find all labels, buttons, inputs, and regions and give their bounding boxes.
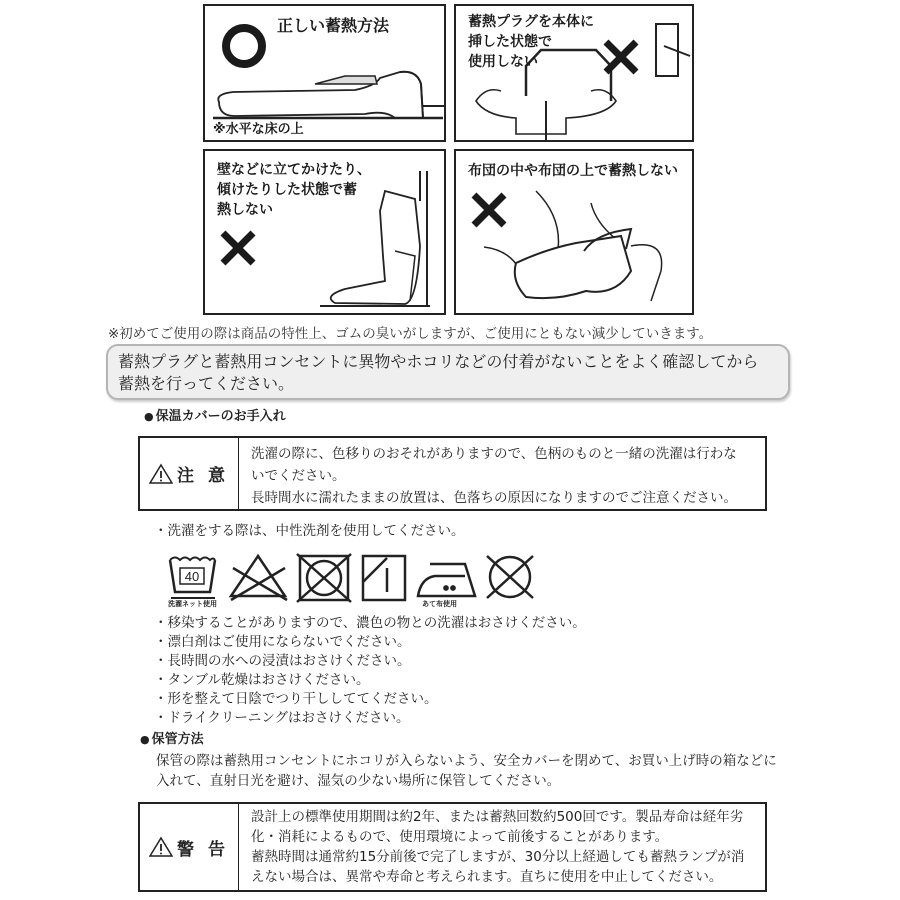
storage-heading-text: 保管方法 [151, 732, 204, 747]
iron-medium-icon [418, 564, 475, 596]
notice-line: 蓄熱を行ってください。 [118, 374, 295, 393]
panel-title-line: 熱しない [217, 202, 273, 218]
panel-title: 正しい蓄熱方法 [277, 16, 390, 35]
warning-line: 設計上の標準使用期間は約2年、または蓄熱回数約500回です。製品寿命は経年劣 [251, 809, 744, 825]
notice-line: 蓄熱プラグと蓄熱用コンセントに異物やホコリなどの付着がないことをよく確認してから [118, 352, 759, 371]
cross-icon [223, 233, 253, 263]
warning-label-text: 警 告 [177, 839, 229, 860]
caution-label-text: 注 意 [177, 466, 229, 486]
bullet-dot-icon: ● [144, 410, 154, 423]
cross-icon [606, 42, 636, 72]
bullet-dot-icon: ● [140, 733, 150, 746]
rubber-smell-note: ※初めてご使用の際は商品の特性上、ゴムの臭いがしますが、ご使用にともない減少していきます。 [108, 326, 713, 342]
list-item: ・形を整えて日陰でつり干ししててください。 [154, 691, 438, 707]
panel-futon [454, 149, 694, 315]
storage-heading [140, 728, 204, 747]
circle-ok-icon [226, 28, 262, 64]
warning-line: 化・消耗によるもので、使用環境によって前後することがあります。 [251, 829, 669, 845]
list-item: ・ドライクリーニングはおさけください。 [154, 710, 410, 726]
no-tumble-dry-icon [297, 554, 351, 602]
panel-title: 布団の中や布団の上で蓄熱しない [468, 163, 678, 179]
panel-title-line: 挿した状態で [468, 34, 552, 50]
drip-dry-shade-icon [363, 556, 405, 600]
cover-care-heading-text: 保温カバーのお手入れ [155, 409, 286, 424]
panel-leaning [203, 149, 446, 315]
list-item: ・漂白剤はご使用にならないでください。 [154, 634, 411, 650]
panel-title-line: 壁などに立てかけたり、 [217, 162, 371, 178]
care-symbols-row [165, 548, 565, 618]
no-dry-clean-icon [487, 556, 533, 598]
panel-plug-inserted [454, 4, 694, 142]
caution-line: 洗濯の際に、色移りのおそれがありますので、色柄のものと一緒の洗濯は行わな [251, 446, 737, 462]
panel-title-line: 蓄熱プラグを本体に [468, 14, 594, 30]
warning-body [239, 804, 765, 890]
caution-line: いでください。 [251, 468, 346, 484]
no-bleach-icon [231, 556, 287, 600]
caution-box [138, 436, 767, 511]
list-item: ・長時間の水への浸漬はおさけください。 [154, 653, 411, 669]
warning-triangle-icon [149, 836, 173, 858]
warning-box [138, 802, 767, 892]
svg-text:40: 40 [184, 569, 200, 584]
detergent-note: ・洗濯をする際は、中性洗剤を使用してください。 [154, 523, 465, 539]
warning-line: えない場合は、異常や寿命と考えられます。直ちに使用を中止してください。 [251, 869, 723, 885]
wash-tub-40-icon [170, 558, 215, 599]
plug-check-notice [106, 344, 790, 400]
care-instructions-list [154, 614, 586, 728]
storage-line: 保管の際は蓄熱用コンセントにホコリが入らないよう、安全カバーを閉めて、お買い上げ時の箱などに [156, 753, 777, 769]
cover-care-heading [144, 405, 286, 424]
caution-label [140, 438, 239, 509]
caution-body [239, 438, 765, 509]
panel-title-line: 傾けたりした状態で蓄 [217, 182, 357, 198]
warning-triangle-icon [149, 463, 173, 485]
warning-line: 蓄熱時間は通常約15分前後で完了しますが、30分以上経過しても蓄熱ランプが消 [251, 849, 745, 865]
cross-icon [474, 195, 504, 225]
caution-line: 長時間水に濡れたままの放置は、色落ちの原因になりますのでご注意ください。 [251, 490, 737, 506]
panel-caption: ※水平な床の上 [213, 122, 304, 137]
list-item: ・移染することがありますので、濃色の物との洗濯はおさけください。 [154, 615, 586, 631]
panel-title-line: 使用しない [468, 54, 538, 70]
storage-line: 入れて、直射日光を避け、湿気の少ない場所に保管してください。 [156, 773, 561, 789]
list-item: ・タンブル乾燥はおさけください。 [154, 672, 370, 688]
warning-label [140, 804, 239, 890]
care-symbol-label: 洗濯ネット使用 [168, 600, 217, 608]
panel-correct-method [203, 4, 446, 142]
care-symbol-label: あて布使用 [422, 600, 457, 608]
